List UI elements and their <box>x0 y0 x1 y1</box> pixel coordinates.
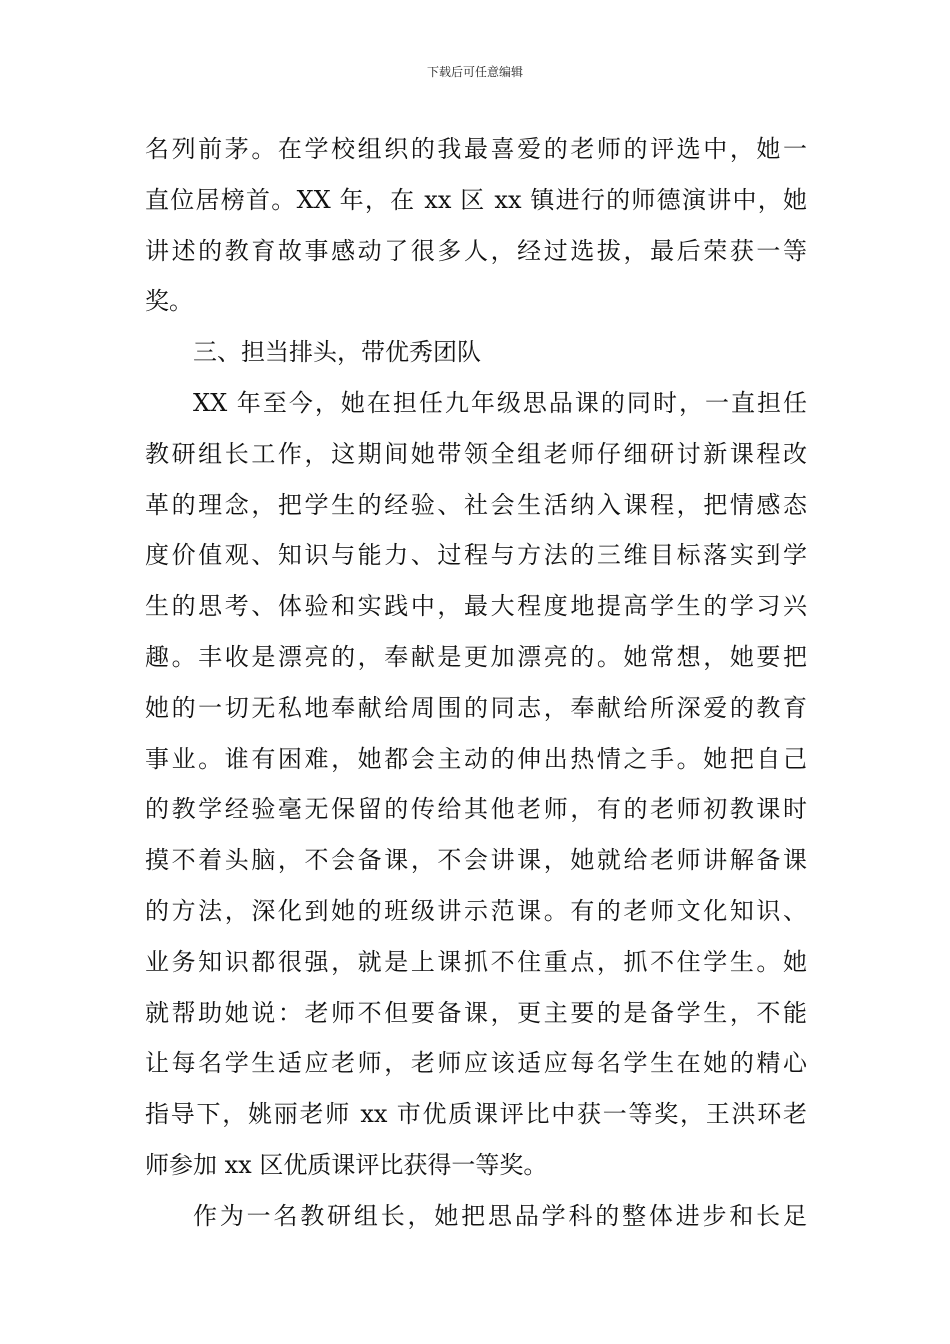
text-line: 教研组长工作，这期间她带领全组老师仔细研讨新课程改 <box>145 439 807 468</box>
text-line: 师参加 xx 区优质课评比获得一等奖。 <box>145 1150 548 1179</box>
text-line: 直位居榜首。XX 年，在 xx 区 xx 镇进行的师德演讲中，她 <box>145 185 807 214</box>
text-line: 让每名学生适应老师，老师应该适应每名学生在她的精心 <box>145 1049 807 1078</box>
text-line: 讲述的教育故事感动了很多人，经过选拔，最后荣获一等 <box>145 236 807 265</box>
document-body <box>145 124 807 1242</box>
text-line: 趣。丰收是漂亮的，奉献是更加漂亮的。她常想，她要把 <box>145 642 807 671</box>
text-line: 事业。谁有困难，她都会主动的伸出热情之手。她把自己 <box>145 744 807 773</box>
paragraph-first-line: 作为一名教研组长，她把思品学科的整体进步和长足 <box>193 1201 807 1230</box>
text-line: 就帮助她说：老师不但要备课，更主要的是备学生，不能 <box>145 998 807 1027</box>
text-line: 指导下，姚丽老师 xx 市优质课评比中获一等奖，王洪环老 <box>145 1100 807 1129</box>
text-line: 生的思考、体验和实践中，最大程度地提高学生的学习兴 <box>145 592 807 621</box>
page-header: 下载后可任意编辑 <box>426 65 523 79</box>
text-line: 名列前茅。在学校组织的我最喜爱的老师的评选中，她一 <box>145 135 807 163</box>
paragraph-first-line: XX 年至今，她在担任九年级思品课的同时，一直担任 <box>193 388 807 417</box>
text-line: 的方法，深化到她的班级讲示范课。有的老师文化知识、 <box>145 896 807 925</box>
text-line: 奖。 <box>145 287 193 316</box>
text-line: 摸不着头脑，不会备课，不会讲课，她就给老师讲解备课 <box>145 846 807 875</box>
text-line: 革的理念，把学生的经验、社会生活纳入课程，把情感态 <box>145 490 807 519</box>
text-line: 度价值观、知识与能力、过程与方法的三维目标落实到学 <box>145 541 807 570</box>
paragraph-first-line: 三、担当排头，带优秀团队 <box>193 338 481 367</box>
text-line: 她的一切无私地奉献给周围的同志，奉献给所深爱的教育 <box>145 693 807 722</box>
text-line: 业务知识都很强，就是上课抓不住重点，抓不住学生。她 <box>145 947 807 976</box>
text-line: 的教学经验毫无保留的传给其他老师，有的老师初教课时 <box>145 795 807 824</box>
